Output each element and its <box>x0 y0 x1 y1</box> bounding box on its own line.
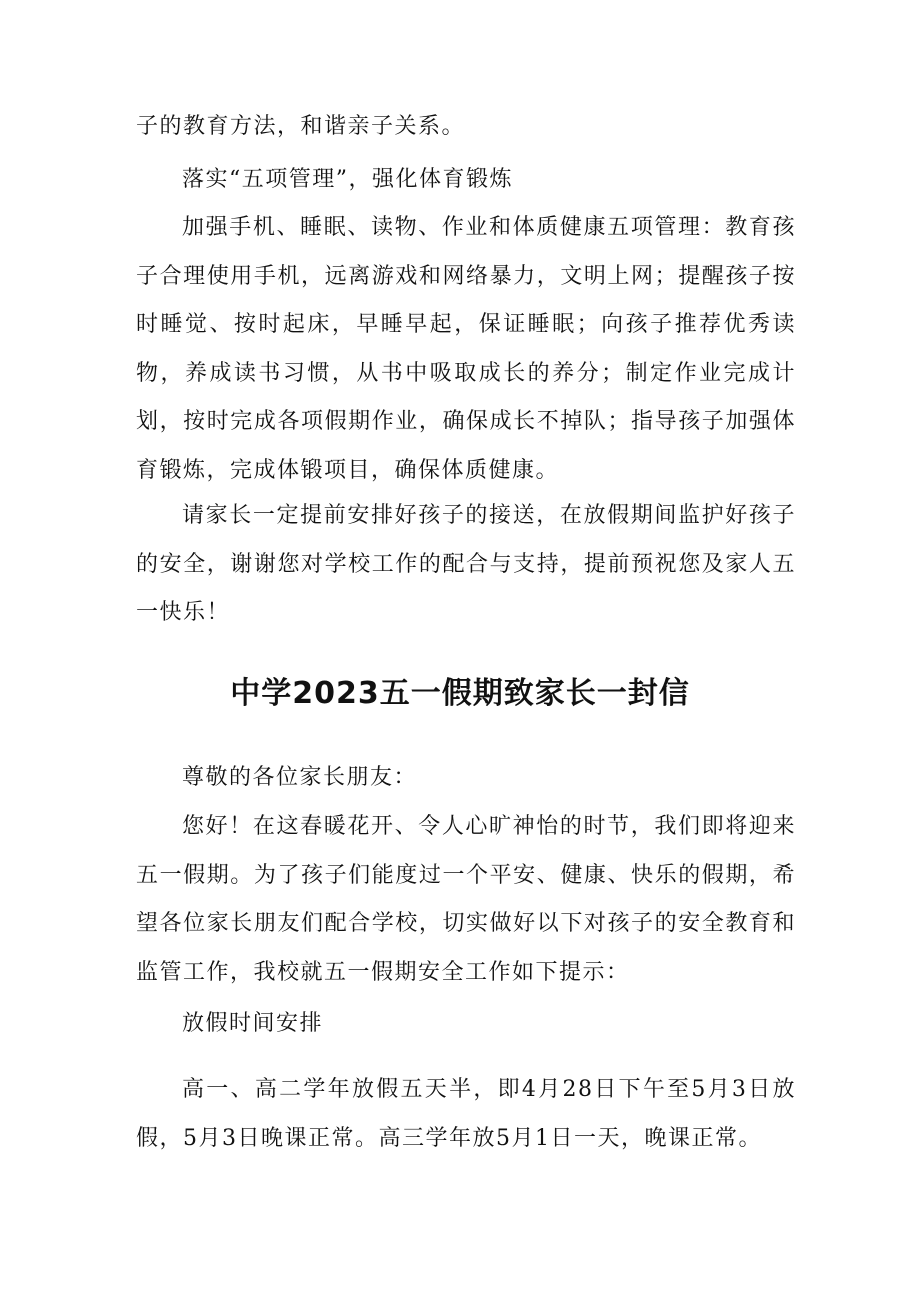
section-heading-five-management: 落实“五项管理”，强化体育锻炼 <box>182 167 513 192</box>
letter-title: 中学2023五一假期致家长一封信 <box>230 676 690 711</box>
paragraph-five-management: 加强手机、睡眠、读物、作业和体质健康五项管理：教育孩子合理使用手机，远离游戏和网络暴力，文明上网；提醒孩子按时睡觉、按时起床，早睡早起，保证睡眠；向孩子推荐优秀读物，养成读书习惯，从书中吸取成长的养分；制定作业完成计划，按时完成各项假期作业，确保成长不掉队；指导孩子加强体育锻炼，完成体锻项目，确保体质健康。 <box>136 215 796 483</box>
paragraph-closing-reminder: 请家长一定提前安排好孩子的接送，在放假期间监护好孩子的安全，谢谢您对学校工作的配合与支持，提前预祝您及家人五一快乐！ <box>136 503 796 625</box>
section-heading-holiday-schedule: 放假时间安排 <box>182 1011 324 1036</box>
paragraph-continuation: 子的教育方法，和谐亲子关系。 <box>136 114 466 139</box>
paragraph-holiday-schedule: 高一、高二学年放假五天半，即4月28日下午至5月3日放假，5月3日晚课正常。高三学年放5月1日一天，晚课正常。 <box>136 1077 796 1151</box>
paragraph-greeting: 您好！在这春暖花开、令人心旷神怡的时节，我们即将迎来五一假期。为了孩子们能度过一个平安、健康、快乐的假期，希望各位家长朋友们配合学校，切实做好以下对孩子的安全教育和监管工作，我校就五一假期安全工作如下提示： <box>136 814 796 985</box>
salutation: 尊敬的各位家长朋友： <box>182 765 418 790</box>
